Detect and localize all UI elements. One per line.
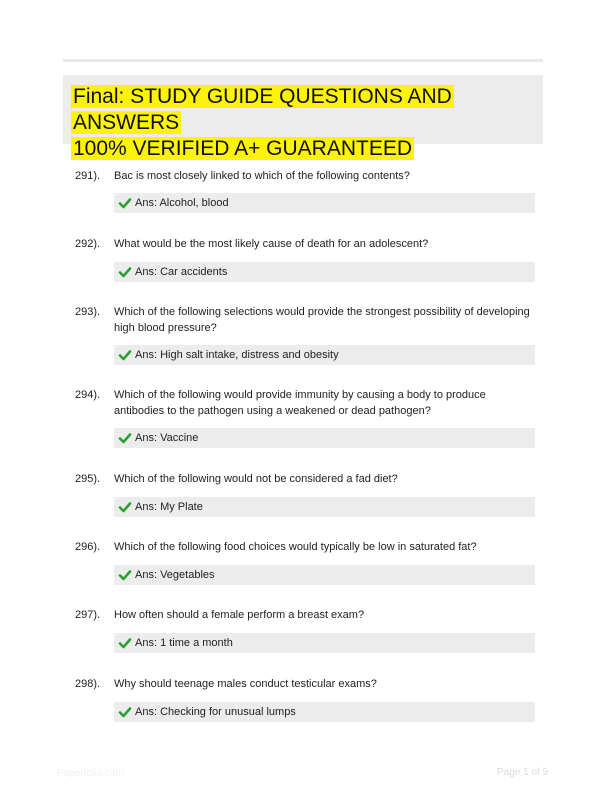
answer-text: Ans: Checking for unusual lumps [135,706,296,718]
checkmark-icon [118,348,132,362]
answer-box [114,428,535,448]
question-text: What would be the most likely cause of death for an adolescent? [114,238,429,250]
answer-box [114,262,535,282]
footer-watermark: Paperfolio.com [57,768,124,779]
answer-text: Ans: Vegetables [135,569,215,581]
answer-text: Ans: Car accidents [135,266,228,278]
answer-box [114,633,535,653]
answer-text: Ans: Alcohol, blood [135,197,229,209]
checkmark-icon [118,636,132,650]
answer-text: Ans: 1 time a month [135,637,233,649]
question-number: 295). [75,473,101,485]
question-text: Which of the following would provide immunity by causing a body to produce antibodies to the pathogen using a weakened or dead pathogen? [114,389,486,417]
question-number: 294). [75,389,101,401]
question-text: Which of the following would not be considered a fad diet? [114,473,398,485]
answer-text: Ans: My Plate [135,501,203,513]
question-number: 291). [75,170,101,182]
question-number: 292). [75,238,101,250]
question-text: How often should a female perform a breast exam? [114,609,365,621]
checkmark-icon [118,705,132,719]
checkmark-icon [118,431,132,445]
question-number: 298). [75,678,101,690]
answer-box [114,497,535,517]
answer-text: Ans: High salt intake, distress and obesity [135,349,339,361]
checkmark-icon [118,196,132,210]
answer-box [114,565,535,585]
question-number: 297). [75,609,101,621]
checkmark-icon [118,568,132,582]
question-text: Which of the following food choices would typically be low in saturated fat? [114,541,477,553]
title-line-1: Final: STUDY GUIDE QUESTIONS AND ANSWERS [73,85,452,134]
question-number: 293). [75,306,101,318]
top-divider [63,59,543,62]
question-text: Bac is most closely linked to which of the following contents? [114,170,410,182]
answer-box [114,702,535,722]
question-text: Why should teenage males conduct testicular exams? [114,678,377,690]
checkmark-icon [118,500,132,514]
question-text: Which of the following selections would provide the strongest possibility of developing high blood pressure? [114,306,530,334]
answer-text: Ans: Vaccine [135,432,199,444]
checkmark-icon [118,265,132,279]
answer-box [114,193,535,213]
page-indicator: Page 1 of 9 [497,767,549,778]
document-title [71,84,541,162]
answer-box [114,345,535,365]
question-number: 296). [75,541,101,553]
title-line-2: 100% VERIFIED A+ GUARANTEED [73,137,413,160]
